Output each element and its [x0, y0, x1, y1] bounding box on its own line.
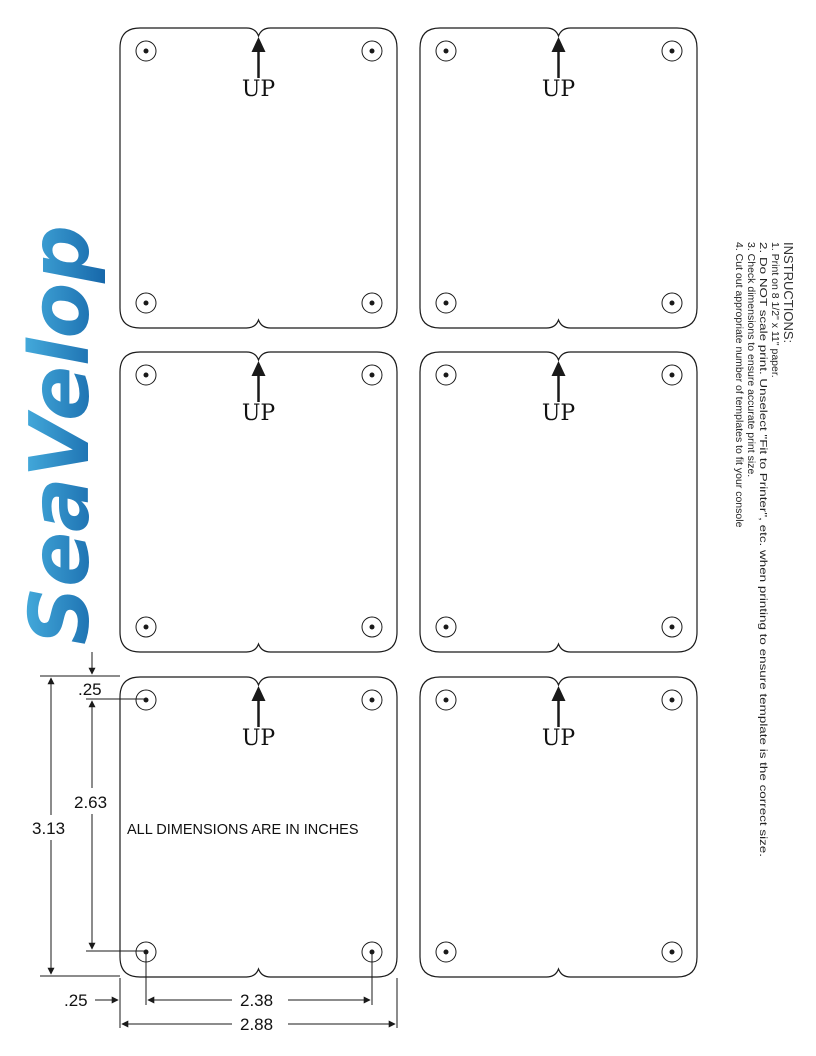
- template-outline: [420, 28, 697, 328]
- template-outline: [420, 352, 697, 652]
- mounting-hole: [136, 41, 156, 61]
- up-label: UP: [541, 77, 576, 102]
- dimensions-note: ALL DIMENSIONS ARE IN INCHES: [127, 822, 359, 838]
- up-label: UP: [541, 401, 576, 426]
- dim-total-height-label: 3.13: [32, 819, 66, 838]
- template-outline: [120, 28, 397, 328]
- dim-hole-vertical-label: 2.63: [74, 793, 108, 812]
- mounting-hole: [662, 942, 682, 962]
- mounting-hole: [362, 617, 382, 637]
- mounting-hole: [136, 690, 156, 710]
- up-arrow-icon: [552, 361, 566, 402]
- mounting-hole: [362, 41, 382, 61]
- mounting-hole: [362, 365, 382, 385]
- up-label: UP: [541, 726, 576, 751]
- mounting-hole: [436, 942, 456, 962]
- mounting-hole: [362, 293, 382, 313]
- mounting-hole: [436, 293, 456, 313]
- up-label: UP: [241, 401, 276, 426]
- mounting-hole: [436, 365, 456, 385]
- dimensions: [40, 652, 397, 1028]
- mounting-hole: [436, 41, 456, 61]
- up-arrow-icon: [552, 37, 566, 78]
- instructions-step: 3. Check dimensions to ensure accurate print size.: [745, 242, 757, 478]
- mounting-hole: [662, 617, 682, 637]
- brand-logo: [13, 218, 108, 645]
- dimension-labels: [32, 680, 359, 1034]
- mounting-hole: [662, 293, 682, 313]
- mounting-hole: [136, 617, 156, 637]
- up-arrow-icon: [552, 686, 566, 727]
- dim-hole-left-label: .25: [64, 991, 88, 1010]
- instructions-step: 4. Cut out appropriate number of templates to fit your console: [733, 242, 745, 528]
- up-label: UP: [241, 77, 276, 102]
- brand-logo-text: SeaVelop: [13, 218, 108, 645]
- mounting-hole: [362, 690, 382, 710]
- instructions-title: INSTRUCTIONS:: [781, 242, 796, 344]
- up-arrow-icon: [252, 686, 266, 727]
- up-label: UP: [241, 726, 276, 751]
- mounting-hole: [662, 365, 682, 385]
- dim-hole-top-label: .25: [78, 680, 102, 699]
- template-outline: [420, 677, 697, 977]
- instructions-step: 1. Print on 8 1/2" x 11" paper.: [769, 242, 781, 378]
- dim-total-width-label: 2.88: [240, 1015, 274, 1034]
- template-outline: [120, 352, 397, 652]
- mounting-hole: [662, 41, 682, 61]
- mounting-hole: [662, 690, 682, 710]
- instructions: [733, 242, 796, 857]
- up-arrow-icon: [252, 37, 266, 78]
- mounting-hole: [436, 617, 456, 637]
- mounting-hole: [136, 365, 156, 385]
- up-arrow-icon: [252, 361, 266, 402]
- instructions-step: 2. Do NOT scale print. Unselect "Fit to Printer", etc. when printing to ensure template is the correct size.: [757, 242, 769, 723]
- mounting-hole: [136, 293, 156, 313]
- dim-hole-horizontal-label: 2.38: [240, 991, 274, 1010]
- mounting-hole: [436, 690, 456, 710]
